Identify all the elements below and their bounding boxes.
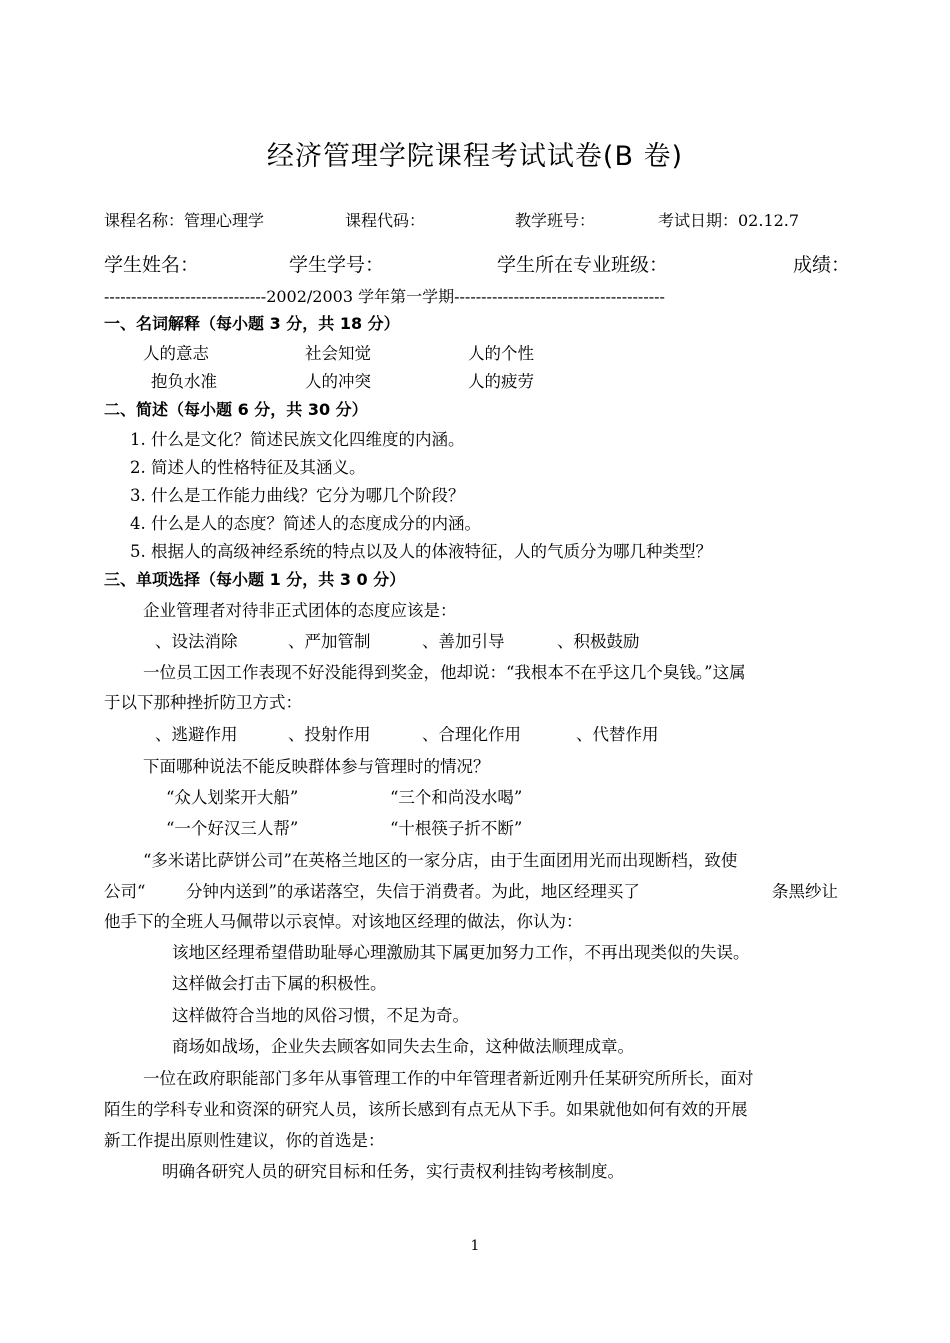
question-stem: 他手下的全班人马佩带以示哀悼。对该地区经理的做法，你认为： [104, 912, 583, 931]
question-stem: 一位员工因工作表现不好没能得到奖金，他却说：“我根本不在乎这几个臭钱。”这属 [143, 663, 746, 682]
student-major-label: 学生所在专业班级： [497, 254, 669, 276]
choice-option: “众人划桨开大船” [166, 788, 299, 807]
section2-heading: 二、简述（每小题 6 分，共 30 分） [104, 400, 368, 419]
class-number: 教学班号： [515, 211, 596, 230]
course-code: 课程代码： [345, 211, 426, 230]
exam-date: 考试日期：02.12.7 [658, 211, 800, 230]
choice-option: “一个好汉三人帮” [166, 819, 299, 838]
question-stem: 新工作提出原则性建议，你的首选是： [104, 1131, 385, 1150]
term-item: 社会知觉 [305, 344, 371, 363]
choice-option: 这样做符合当地的风俗习惯，不足为奇。 [172, 1006, 469, 1025]
choice-option: “十根筷子折不断” [390, 819, 523, 838]
choice-option: 、逃避作用 [155, 725, 238, 744]
question-item: 1. 什么是文化？简述民族文化四维度的内涵。 [130, 430, 465, 449]
choice-option: 该地区经理希望借助耻辱心理激励其下属更加努力工作，不再出现类似的失误。 [172, 943, 750, 962]
choice-option: 、合理化作用 [422, 725, 521, 744]
choice-option: 、投射作用 [288, 725, 371, 744]
question-stem: 公司“ [104, 882, 146, 901]
student-info [104, 250, 850, 276]
score-label: 成绩： [792, 254, 850, 276]
question-stem: 企业管理者对待非正式团体的态度应该是： [143, 601, 457, 620]
question-stem: 于以下那种挫折防卫方式： [104, 693, 302, 712]
question-item: 3. 什么是工作能力曲线？它分为哪几个阶段？ [130, 486, 465, 505]
section3-heading: 三、单项选择（每小题 1 分，共 3 0 分） [104, 570, 406, 589]
choice-option: 这样做会打击下属的积极性。 [172, 974, 387, 993]
student-name-label: 学生姓名： [104, 254, 200, 276]
question-stem: 陌生的学科专业和资深的研究人员，该所长感到有点无从下手。如果就他如何有效的开展 [104, 1100, 748, 1119]
question-item: 4. 什么是人的态度？简述人的态度成分的内涵。 [130, 514, 481, 533]
term-item: 人的疲劳 [468, 372, 534, 391]
page-title: 经济管理学院课程考试试卷(B 卷) [266, 141, 684, 172]
term-item: 抱负水准 [151, 372, 217, 391]
course-meta [104, 208, 864, 230]
course-name: 课程名称：管理心理学 [104, 211, 265, 230]
question-item: 2. 简述人的性格特征及其涵义。 [130, 458, 366, 477]
choice-option: 、善加引导 [422, 632, 505, 651]
choice-option: 、积极鼓励 [557, 632, 640, 651]
term-item: 人的意志 [143, 344, 209, 363]
choice-option: “三个和尚没水喝” [390, 788, 523, 807]
choice-option: 商场如战场，企业失去顾客如同失去生命，这种做法顺理成章。 [172, 1037, 634, 1056]
section1-heading: 一、名词解释（每小题 3 分，共 18 分） [104, 314, 400, 333]
question-stem: 条黑纱让 [772, 882, 838, 901]
choice-option: 、严加管制 [288, 632, 371, 651]
term-item: 人的个性 [468, 344, 534, 363]
page-number: 1 [470, 1238, 480, 1254]
choice-option: 、设法消除 [155, 632, 238, 651]
question-stem: 一位在政府职能部门多年从事管理工作的中年管理者新近刚升任某研究所所长，面对 [143, 1069, 754, 1088]
question-item: 5. 根据人的高级神经系统的特点以及人的体液特征，人的气质分为哪几种类型？ [130, 542, 712, 561]
question-stem: 分钟内送到”的承诺落空，失信于消费者。为此，地区经理买了 [186, 882, 640, 901]
choice-option: 明确各研究人员的研究目标和任务，实行责权利挂钩考核制度。 [162, 1162, 624, 1181]
term-line: ------------------------------2002/2003 学年第一学期--------------------------------------- [104, 287, 665, 306]
term-item: 人的冲突 [305, 372, 371, 391]
choice-option: 、代替作用 [576, 725, 659, 744]
question-stem: “多米诺比萨饼公司”在英格兰地区的一家分店，由于生面团用光而出现断档，致使 [143, 851, 738, 870]
question-stem: 下面哪种说法不能反映群体参与管理时的情况？ [143, 757, 490, 776]
student-id-label: 学生学号： [289, 254, 385, 276]
